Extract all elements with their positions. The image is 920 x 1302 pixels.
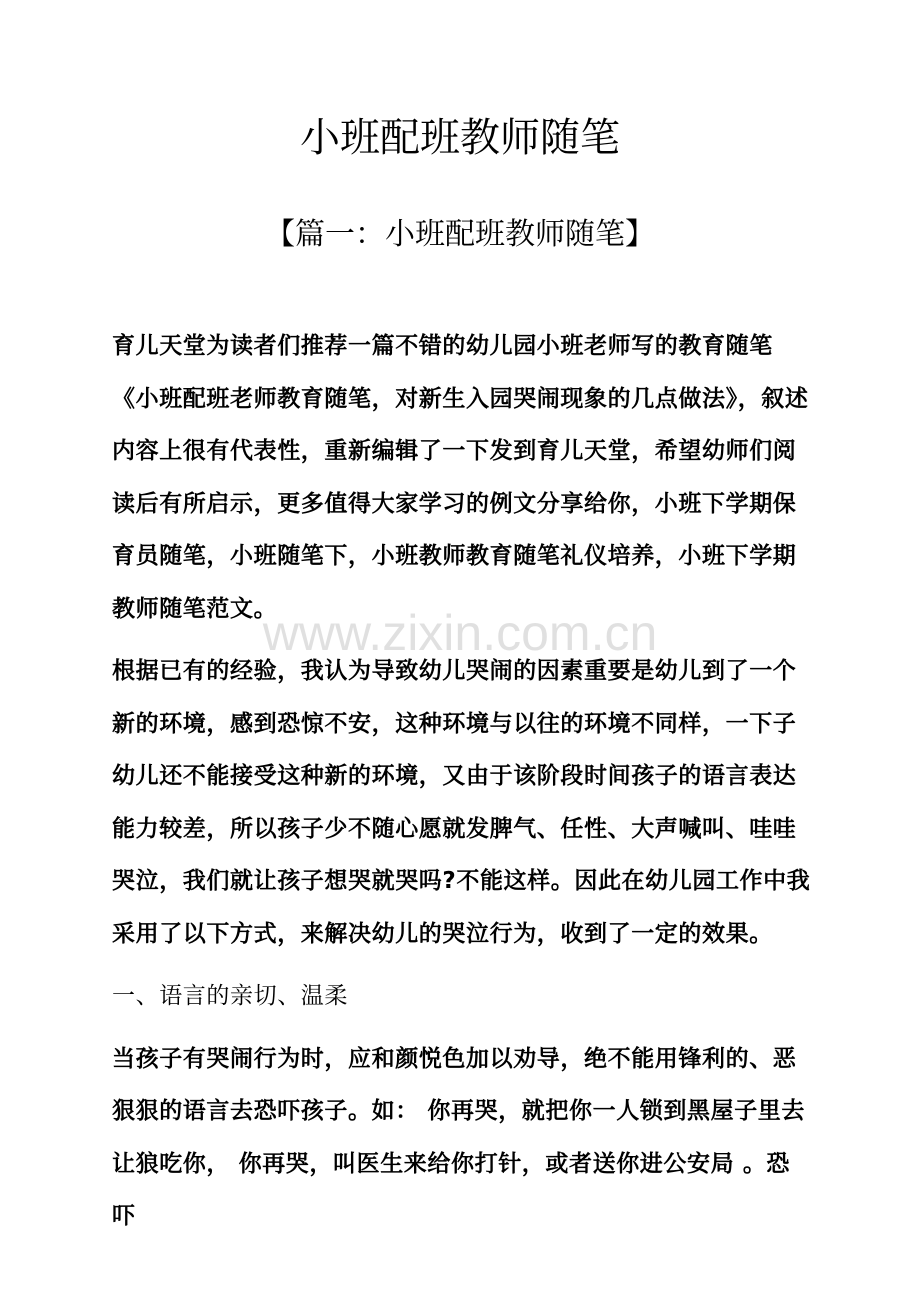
paragraph-intro: 育儿天堂为读者们推荐一篇不错的幼儿园小班老师写的教育随笔《小班配班老师教育随笔，对新生入园哭闹现象的几点做法》，叙述内容上很有代表性，重新编辑了一下发到育儿天堂，希望幼师们阅读后有所启示，更多值得大家学习的例文分享给你，小班下学期保育员随笔，小班随笔下，小班教师教育随笔礼仪培养，小班下学期教师随笔范文。: [112, 333, 809, 622]
watermark: www.zixin.com.cn: [262, 605, 658, 661]
section-heading: 【篇一：小班配班教师随笔】: [265, 217, 655, 252]
paragraph-heading-1: 一、语言的亲切、温柔: [112, 983, 348, 1009]
paragraph-language: 当孩子有哭闹行为时，应和颜悦色加以劝导，绝不能用锋利的、恶狠狠的语言去恐吓孩子。如： 你再哭，就把你一人锁到黑屋子里去让狼吃你， 你再哭，叫医生来给你打针，或者送你进公安局 。恐吓: [112, 1045, 806, 1229]
paragraph-experience: 根据已有的经验，我认为导致幼儿哭闹的因素重要是幼儿到了一个新的环境，感到恐惊不安，这种环境与以往的环境不同样，一下子幼儿还不能接受这种新的环境，又由于该阶段时间孩子的语言表达能力较差，所以孩子少不随心愿就发脾气、任性、大声喊叫、哇哇哭泣，我们就让孩子想哭就哭吗?不能这样。因此在幼儿园工作中我采用了以下方式，来解决幼儿的哭泣行为，收到了一定的效果。: [112, 658, 811, 947]
document-title: 小班配班教师随笔: [300, 115, 620, 161]
document-body: [112, 320, 812, 1243]
